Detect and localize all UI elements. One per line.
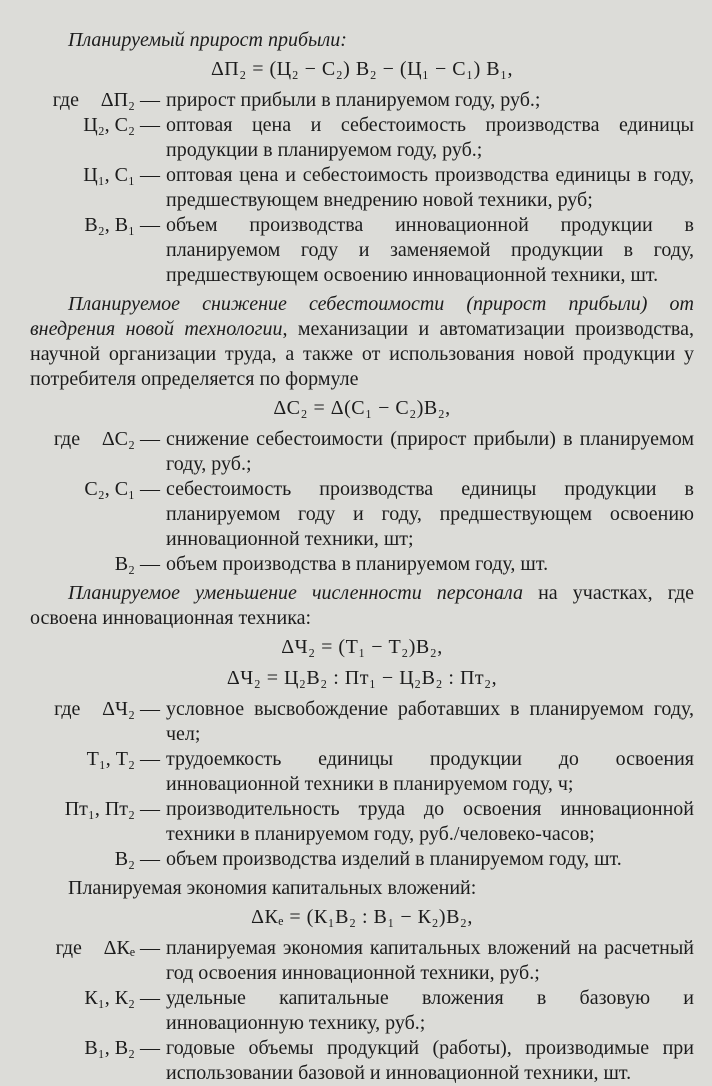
definition-row	[30, 1036, 694, 1086]
definition-row	[30, 797, 694, 847]
paragraph-cost-reduction	[30, 292, 694, 392]
definition-text: условное высвобождение работавших в планируемом году, чел;	[166, 698, 694, 745]
paragraph-italic-lead: Планируемое снижение себестоимости (прирост прибыли) от внедрения новой технологии	[30, 293, 694, 340]
paragraph-text: на участках, где освоена инновационная техника:	[30, 582, 694, 629]
definitions-cost-reduction	[30, 427, 694, 577]
where-label: где	[55, 937, 82, 959]
definition-row	[30, 747, 694, 797]
definition-text: снижение себестоимости (прирост прибыли) в планируемом году, руб.;	[166, 428, 694, 475]
formula-profit: ΔП₂ = (Ц₂ − С₂) В₂ − (Ц₁ − С₁) В₁,	[210, 58, 514, 80]
definition-text: объем производства в планируемом году, шт.	[166, 553, 549, 575]
definition-term: ΔП₂ —	[100, 89, 160, 111]
definition-term: Ц₂, С₂ —	[83, 114, 160, 136]
definition-text: производительность труда до освоения инновационной техники в планируемом году, руб./человеко-часов;	[166, 798, 694, 845]
definition-term: С₂, С₁ —	[84, 478, 160, 500]
definitions-staff	[30, 697, 694, 872]
formula-capital-savings: ΔКₑ = (К₁В₂ : В₁ − К₂)В₂,	[251, 906, 473, 928]
definition-term: К₁, К₂ —	[84, 987, 160, 1009]
definition-row	[30, 427, 694, 477]
definition-text: оптовая цена и себестоимость производства единицы в году, предшествующем внедрению новой техники, руб;	[166, 164, 694, 211]
definition-row	[30, 113, 694, 163]
definition-row	[30, 697, 694, 747]
paragraph-text: , механизации и автоматизации производства, научной организации труда, а также от использования новой продукции у потребителя определяется по формуле	[30, 318, 694, 390]
formula-cost-reduction: ΔС₂ = Δ(С₁ − С₂)В₂,	[273, 397, 451, 419]
definition-row	[30, 477, 694, 552]
definitions-capital	[30, 936, 694, 1086]
definition-term: ΔКₑ —	[103, 937, 160, 959]
definition-row	[30, 88, 694, 113]
definition-term: В₁, В₂ —	[84, 1037, 160, 1059]
paragraph-capital-savings: Планируемая экономия капитальных вложений:	[68, 877, 477, 899]
definition-row	[30, 986, 694, 1036]
definition-text: удельные капитальные вложения в базовую и инновационную технику, руб.;	[166, 987, 694, 1034]
definition-row	[30, 163, 694, 213]
definition-text: объем производства изделий в планируемом году, шт.	[166, 848, 622, 870]
definition-text: годовые объемы продукций (работы), производимые при использовании базовой и инновационной техники, шт.	[166, 1037, 694, 1084]
definition-row	[30, 847, 694, 872]
formula-staff-2: ΔЧ₂ = Ц₂В₂ : Пт₁ − Ц₂В₂ : Пт₂,	[226, 667, 498, 689]
definition-term: Т₁, Т₂ —	[86, 748, 160, 770]
definition-text: планируемая экономия капитальных вложений на расчетный год освоения инновационной техники, руб.;	[166, 937, 694, 984]
definition-text: прирост прибыли в планируемом году, руб.;	[166, 89, 541, 111]
definition-term: В₂, В₁ —	[84, 214, 160, 236]
definitions-profit	[30, 88, 694, 288]
definition-term: Пт₁, Пт₂ —	[64, 798, 160, 820]
definition-text: трудоемкость единицы продукции до освоения инновационной техники в планируемом году, ч;	[166, 748, 694, 795]
where-label: где	[52, 89, 79, 111]
definition-text: объем производства инновационной продукции в планируемом году и заменяемой продукции в году, предшествующем освоению инновационной техники, шт.	[166, 214, 694, 286]
definition-term: В₂ —	[114, 848, 160, 870]
definition-term: ΔС₂ —	[101, 428, 160, 450]
section-heading-profit: Планируемый прирост прибыли:	[68, 29, 347, 51]
definition-row	[30, 213, 694, 288]
definition-term: ΔЧ₂ —	[102, 698, 160, 720]
definition-term: Ц₁, С₁ —	[83, 164, 160, 186]
paragraph-staff-reduction	[30, 581, 694, 631]
where-label: где	[53, 428, 81, 450]
definition-row	[30, 936, 694, 986]
definition-text: себестоимость производства единицы продукции в планируемом году и году, предшествующем освоению инновационной техники, шт;	[166, 478, 694, 550]
definition-row	[30, 552, 694, 577]
paragraph-italic-lead: Планируемое уменьшение численности персонала	[68, 582, 523, 604]
where-label: где	[54, 698, 81, 720]
definition-term: В₂ —	[114, 553, 160, 575]
definition-text: оптовая цена и себестоимость производства единицы продукции в планируемом году, руб.;	[166, 114, 694, 161]
formula-staff-1: ΔЧ₂ = (Т₁ − Т₂)В₂,	[281, 636, 443, 658]
